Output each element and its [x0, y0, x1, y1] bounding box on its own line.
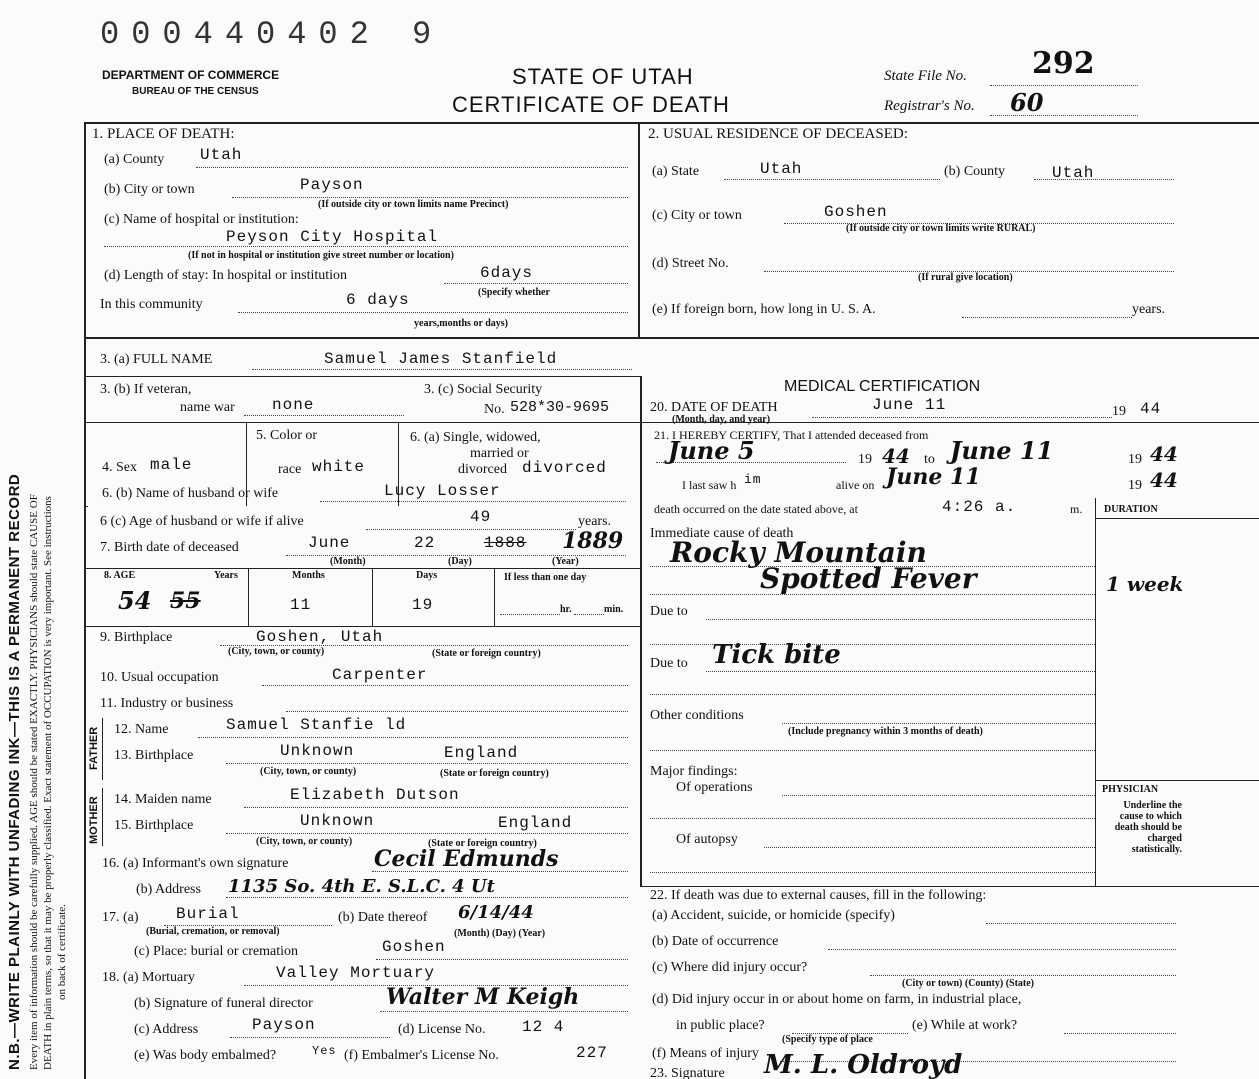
death-year-value: 44: [1140, 400, 1162, 418]
birth-day: 22: [414, 534, 436, 552]
last-saw-value: im: [744, 472, 762, 487]
color-label: 5. Color or: [256, 428, 318, 443]
director-label: (b) Signature of funeral director: [134, 996, 313, 1011]
physician-signature: M. L. Oldroyd: [764, 1050, 963, 1079]
age-hr: hr.: [560, 604, 572, 615]
birth-day-hdr: (Day): [448, 556, 472, 567]
embalmer-label: (f) Embalmer's License No.: [344, 1048, 499, 1063]
community-value: 6 days: [346, 291, 410, 309]
age-years-hdr: Years: [214, 570, 238, 581]
mother-birthplace-country: England: [498, 814, 573, 832]
alive-on-value: June 11: [886, 464, 981, 490]
father-city-note: (City, town, or county): [260, 766, 357, 777]
burial-note: (Burial, cremation, or removal): [146, 926, 280, 937]
street-note: (If rural give location): [918, 272, 1013, 283]
operations-label: Of operations: [676, 780, 753, 795]
birthplace-value: Goshen, Utah: [256, 628, 384, 646]
last-saw-label: I last saw h: [682, 478, 737, 492]
birth-date-label: 7. Birth date of deceased: [100, 540, 239, 555]
ss-label: 3. (c) Social Security: [424, 382, 543, 397]
accident-label: (a) Accident, suicide, or homicide (specify): [652, 908, 895, 923]
attend-from-19: 19: [858, 452, 872, 467]
residence-heading: 2. USUAL RESIDENCE OF DECEASED:: [648, 126, 908, 142]
immediate-cause-label: Immediate cause of death: [650, 526, 794, 541]
birth-year: 1889: [562, 528, 624, 554]
due-to-label-2: Due to: [650, 656, 688, 671]
war-value: none: [272, 396, 315, 414]
license-label: (d) License No.: [398, 1022, 486, 1037]
death-date-note: (Month, day, and year): [672, 414, 771, 425]
ss-value: 528*30-9695: [510, 399, 610, 416]
license-value: 12 4: [522, 1018, 565, 1036]
residence-city-label: (c) City or town: [652, 208, 742, 223]
death-date-label: 20. DATE OF DEATH: [650, 400, 778, 415]
stay-label: (d) Length of stay: In hospital or institution: [104, 268, 348, 283]
spouse-value: Lucy Losser: [384, 482, 501, 500]
birthplace-label: 9. Birthplace: [100, 630, 173, 645]
sex-label: 4. Sex: [102, 460, 137, 475]
residence-state-value: Utah: [760, 160, 803, 178]
residence-county-label: (b) County: [944, 164, 1006, 179]
attend-from-year: 44: [882, 444, 910, 468]
attend-to-year: 44: [1150, 442, 1178, 466]
other-conditions-label: Other conditions: [650, 708, 744, 723]
burial-mdy-note: (Month) (Day) (Year): [454, 928, 546, 939]
other-conditions-note: (Include pregnancy within 3 months of death): [788, 726, 983, 737]
race-label: race: [278, 462, 302, 477]
informant-signature: Cecil Edmunds: [374, 846, 559, 872]
department-label: DEPARTMENT OF COMMERCE: [102, 68, 280, 82]
attend-to-19: 19: [1128, 452, 1142, 467]
hospital-note: (If not in hospital or institution give street number or location): [188, 250, 454, 261]
age-months-value: 11: [290, 596, 312, 614]
residence-city-value: Goshen: [824, 203, 888, 221]
death-time-m: m.: [1070, 502, 1083, 516]
signature-label: 23. Signature: [650, 1066, 725, 1079]
residence-city-note: (If outside city or town limits write RURAL): [846, 223, 1036, 234]
sex-value: male: [150, 456, 193, 474]
birth-month-hdr: (Month): [330, 556, 366, 567]
burial-date-value: 6/14/44: [458, 902, 534, 923]
spouse-age-label: 6 (c) Age of husband or wife if alive: [100, 514, 304, 529]
death-time: 4:26 a.: [942, 498, 1017, 516]
public-place-label: in public place?: [676, 1018, 765, 1033]
spouse-years: years.: [578, 514, 612, 529]
informant-address-label: (b) Address: [136, 882, 201, 897]
certificate-title: CERTIFICATE OF DEATH: [452, 92, 730, 117]
father-name-value: Samuel Stanfie ld: [226, 716, 407, 734]
mother-birthplace-city: Unknown: [300, 812, 375, 830]
alive-on-year: 44: [1150, 468, 1178, 492]
death-date-value: June 11: [872, 396, 947, 414]
occurrence-label: (b) Date of occurrence: [652, 934, 779, 949]
residence-state-label: (a) State: [652, 164, 700, 179]
father-name-label: 12. Name: [114, 722, 169, 737]
death-year-19: 19: [1112, 404, 1126, 419]
cause-line-2: Spotted Fever: [760, 562, 977, 595]
spouse-label: 6. (b) Name of husband or wife: [102, 486, 279, 501]
mortuary-address-label: (c) Address: [134, 1022, 199, 1037]
means-label: (f) Means of injury: [652, 1046, 759, 1061]
attend-to-label: to: [924, 452, 935, 467]
mortuary-address-value: Payson: [252, 1016, 316, 1034]
foreign-label: (e) If foreign born, how long in U. S. A.: [652, 302, 876, 317]
mother-city-note: (City, town, or county): [256, 836, 353, 847]
burial-label: 17. (a): [102, 910, 139, 925]
where-label: (c) Where did injury occur?: [652, 960, 808, 975]
death-county-value: Utah: [200, 146, 243, 164]
birth-year-hdr: (Year): [552, 556, 579, 567]
registrar-number: 60: [1010, 88, 1044, 117]
home-label: (d) Did injury occur in or about home on farm, in industrial place,: [652, 992, 1022, 1007]
due-to-label-1: Due to: [650, 604, 688, 619]
attend-to-value: June 11: [950, 436, 1054, 465]
duration-value: 1 week: [1106, 572, 1184, 596]
medical-heading: MEDICAL CERTIFICATION: [784, 378, 981, 395]
community-label: In this community: [100, 297, 203, 312]
race-value: white: [312, 458, 366, 476]
age-months-hdr: Months: [292, 570, 325, 581]
hospital-label: (c) Name of hospital or institution:: [104, 212, 299, 227]
informant-label: 16. (a) Informant's own signature: [102, 856, 289, 871]
birthplace-state-note: (State or foreign country): [432, 648, 541, 659]
stay-value: 6days: [480, 264, 534, 282]
age-min: min.: [604, 604, 624, 615]
father-birthplace-label: 13. Birthplace: [114, 748, 194, 763]
marital-label-2: married or: [470, 446, 529, 461]
war-label: name war: [180, 400, 235, 415]
alive-on-19: 19: [1128, 478, 1142, 493]
physician-note: Underline the cause to which death should be charged statistically.: [1114, 800, 1182, 855]
mother-label: MOTHER: [88, 796, 100, 844]
where-note: (City or town) (County) (State): [902, 978, 1035, 989]
age-years-value: 54: [118, 586, 152, 615]
margin-instructions-1: Every item of information should be carefully supplied. AGE should be stated EXACTLY. PHYSICIANS should state CAUSE OF: [28, 494, 40, 1070]
margin-warning: N.B.—WRITE PLAINLY WITH UNFADING INK—THIS IS A PERMANENT RECORD: [6, 473, 23, 1070]
specify-note: (Specify whether: [478, 287, 550, 298]
external-causes-label: 22. If death was due to external causes, fill in the following:: [650, 888, 987, 903]
full-name-label: 3. (a) FULL NAME: [100, 352, 213, 367]
death-city-label: (b) City or town: [104, 182, 195, 197]
alive-on-label: alive on: [836, 478, 875, 492]
informant-address: 1135 So. 4th E. S.L.C. 4 Ut: [228, 876, 495, 897]
industry-label: 11. Industry or business: [100, 696, 234, 711]
father-label: FATHER: [88, 726, 100, 770]
mother-birthplace-label: 15. Birthplace: [114, 818, 194, 833]
full-name-value: Samuel James Stanfield: [324, 350, 558, 368]
occupation-value: Carpenter: [332, 666, 428, 684]
due-to-value: Tick bite: [712, 640, 841, 670]
registrar-label: Registrar's No.: [884, 98, 975, 114]
street-label: (d) Street No.: [652, 256, 729, 271]
spouse-age-value: 49: [470, 508, 492, 526]
age-years-struck: 55: [170, 588, 201, 614]
place-of-death-heading: 1. PLACE OF DEATH:: [92, 126, 235, 142]
burial-value: Burial: [176, 905, 240, 923]
veteran-label: 3. (b) If veteran,: [100, 382, 192, 397]
work-label: (e) While at work?: [912, 1018, 1018, 1033]
embalmer-value: 227: [576, 1044, 608, 1062]
director-signature: Walter M Keigh: [386, 984, 580, 1010]
autopsy-label: Of autopsy: [676, 832, 738, 847]
physician-header: PHYSICIAN: [1102, 784, 1159, 795]
father-birthplace-country: England: [444, 744, 519, 762]
mother-name-value: Elizabeth Dutson: [290, 786, 460, 804]
death-county-label: (a) County: [104, 152, 165, 167]
burial-date-label: (b) Date thereof: [338, 910, 428, 925]
age-days-value: 19: [412, 596, 434, 614]
occurred-label: death occurred on the date stated above, at: [654, 502, 858, 516]
state-file-label: State File No.: [884, 68, 967, 84]
margin-instructions-3: on back of certificate.: [56, 904, 68, 1000]
specify-place-note: (Specify type of place: [782, 1034, 873, 1045]
mother-state-note: (State or foreign country): [428, 838, 537, 849]
major-findings-label: Major findings:: [650, 764, 738, 779]
birthplace-city-note: (City, town, or county): [228, 646, 325, 657]
burial-place-value: Goshen: [382, 938, 446, 956]
hospital-value: Peyson City Hospital: [226, 228, 439, 246]
cause-line-1: Rocky Mountain: [670, 536, 927, 569]
age-days-hdr: Days: [416, 570, 438, 581]
duration-header: DURATION: [1104, 504, 1158, 515]
bureau-label: BUREAU OF THE CENSUS: [132, 86, 259, 97]
birth-year-struck: 1888: [484, 534, 527, 552]
state-title: STATE OF UTAH: [512, 64, 694, 89]
death-city-note: (If outside city or town limits name Precinct): [318, 199, 509, 210]
units-note: years,months or days): [414, 318, 508, 329]
death-city-value: Payson: [300, 176, 364, 194]
occupation-label: 10. Usual occupation: [100, 670, 219, 685]
state-file-number: 292: [1032, 46, 1095, 81]
marital-label-3: divorced: [458, 462, 507, 477]
mother-name-label: 14. Maiden name: [114, 792, 212, 807]
mortuary-value: Valley Mortuary: [276, 964, 436, 982]
age-lessday-hdr: If less than one day: [504, 572, 587, 583]
marital-value: divorced: [522, 459, 607, 477]
mortuary-label: 18. (a) Mortuary: [102, 970, 195, 985]
foreign-years: years.: [1132, 302, 1166, 317]
certificate-serial: 000440402 9: [100, 16, 444, 53]
ss-no-label: No.: [484, 402, 505, 417]
margin-instructions-2: DEATH in plain terms, so that it may be properly classified. Exact statement of OCCUPATION is very important. See instructions: [42, 496, 54, 1070]
burial-place-label: (c) Place: burial or cremation: [134, 944, 299, 959]
birth-month: June: [308, 534, 351, 552]
embalmed-value: Yes: [312, 1044, 337, 1058]
age-label: 8. AGE: [104, 570, 136, 581]
embalmed-label: (e) Was body embalmed?: [134, 1048, 277, 1063]
certify-label: 21. I HEREBY CERTIFY, That I attended deceased from: [654, 428, 929, 442]
attend-from-value: June 5: [668, 436, 755, 465]
father-state-note: (State or foreign country): [440, 768, 549, 779]
residence-county-value: Utah: [1052, 164, 1095, 182]
marital-label: 6. (a) Single, widowed,: [410, 430, 541, 445]
father-birthplace-city: Unknown: [280, 742, 355, 760]
